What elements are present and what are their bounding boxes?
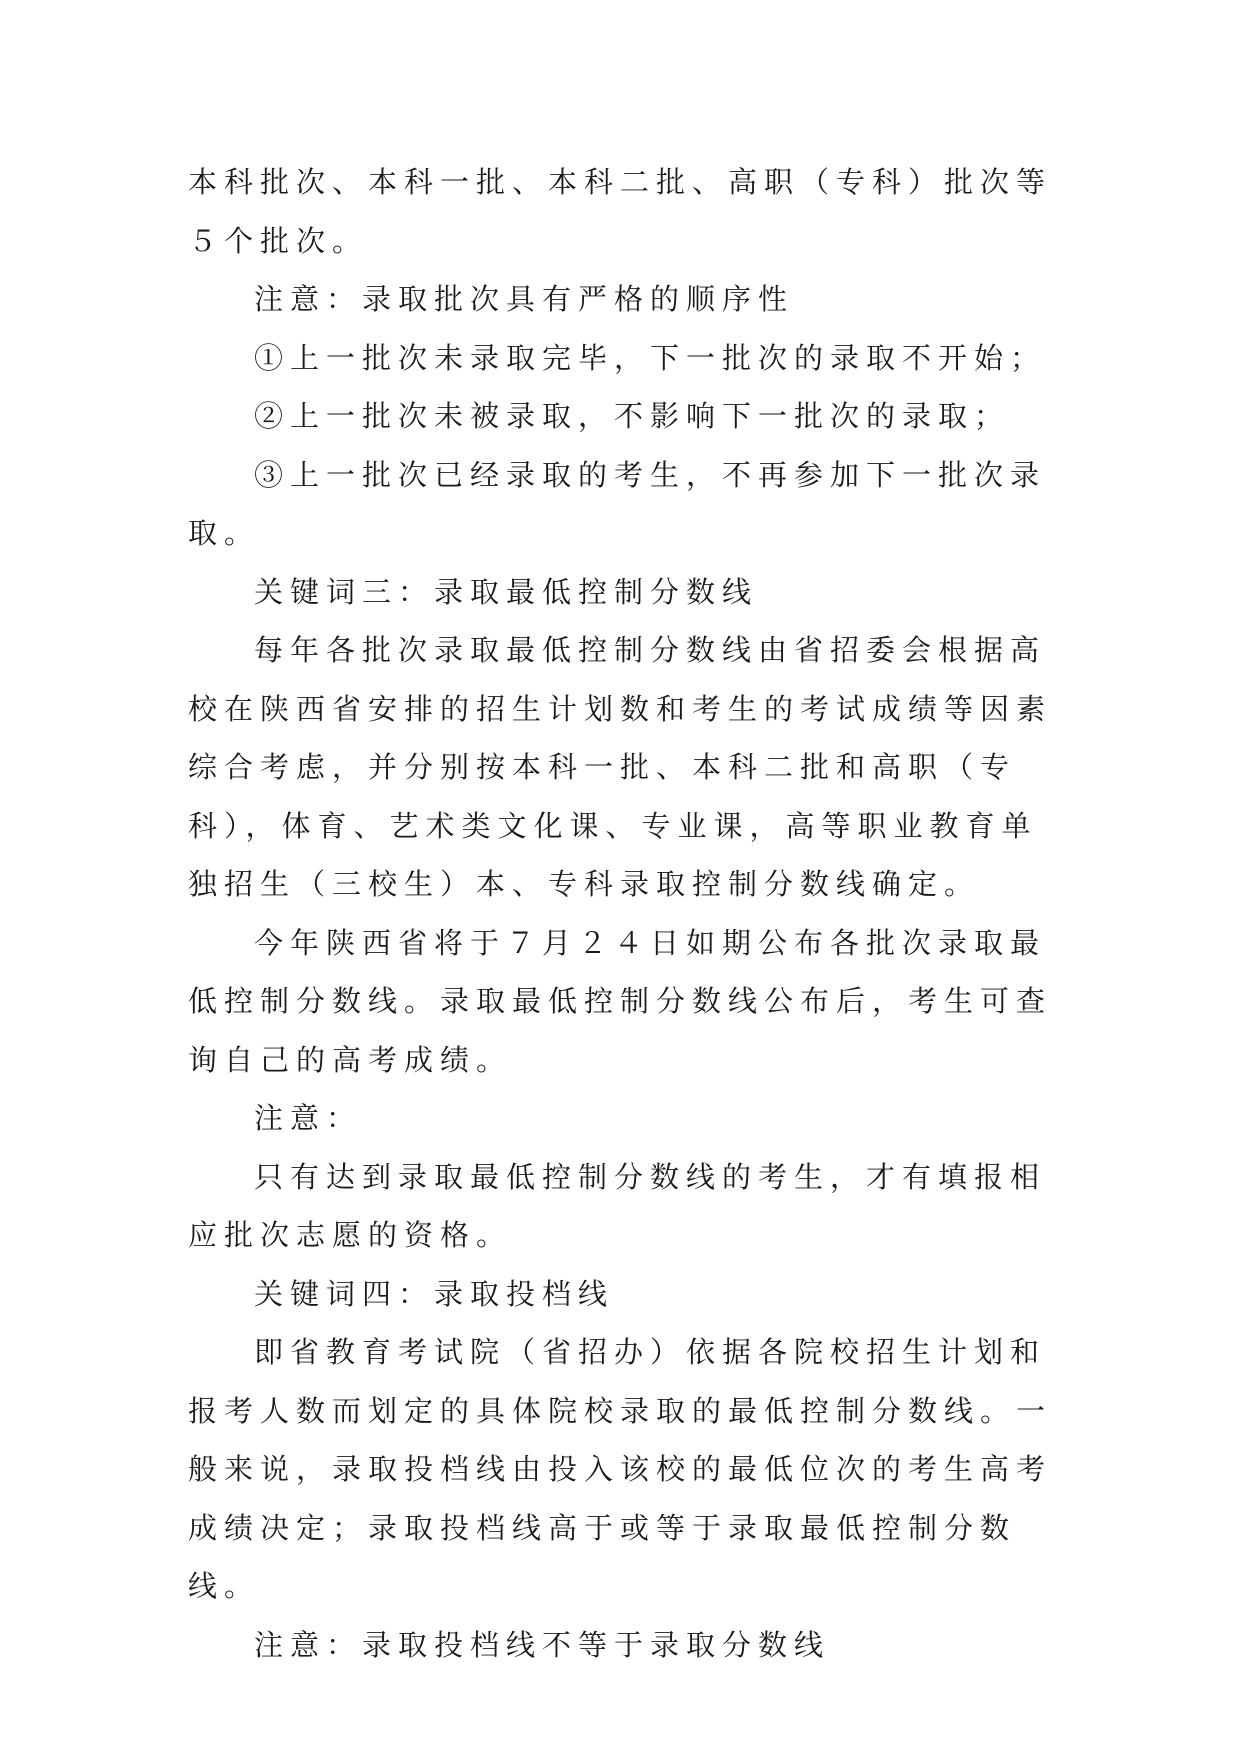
paragraph-rule-3: ③上一批次已经录取的考生，不再参加下一批次录取。 (188, 457, 1047, 550)
paragraph-admission-line-definition: 即省教育考试院（省招办）依据各院校招生计划和报考人数而划定的具体院校录取的最低控制分数线。一般来说，录取投档线由投入该校的最低位次的考生高考成绩决定；录取投档线高于或等于录取最低控制分数线。 (188, 1335, 1053, 1603)
paragraph-min-score-definition: 每年各批次录取最低控制分数线由省招委会根据高校在陕西省安排的招生计划数和考生的考试成绩等因素综合考虑，并分别按本科一批、本科二批和高职（专科），体育、艺术类文化课、专业课，高等职业教育单独招生（三校生）本、专科录取控制分数线确定。 (188, 633, 1053, 901)
heading-keyword-three: 关键词三：录取最低控制分数线 (254, 574, 759, 609)
paragraph-rule-1: ①上一批次未录取完毕，下一批次的录取不开始； (254, 340, 1047, 375)
document-body (188, 153, 1068, 1674)
paragraph-eligibility: 只有达到录取最低控制分数线的考生，才有填报相应批次志愿的资格。 (188, 1159, 1047, 1252)
heading-keyword-four: 关键词四：录取投档线 (254, 1276, 615, 1311)
paragraph-note-sequence: 注意：录取批次具有严格的顺序性 (254, 282, 795, 316)
paragraph-batch-list: 本科批次、本科一批、本科二批、高职（专科）批次等５个批次。 (188, 165, 1053, 258)
paragraph-note-admission-line: 注意：录取投档线不等于录取分数线 (254, 1627, 831, 1662)
paragraph-note-label: 注意： (254, 1101, 363, 1135)
paragraph-rule-2: ②上一批次未被录取，不影响下一批次的录取； (254, 399, 1011, 433)
paragraph-min-score-release: 今年陕西省将于７月２４日如期公布各批次录取最低控制分数线。录取最低控制分数线公布后，考生可查询自己的高考成绩。 (188, 925, 1053, 1077)
